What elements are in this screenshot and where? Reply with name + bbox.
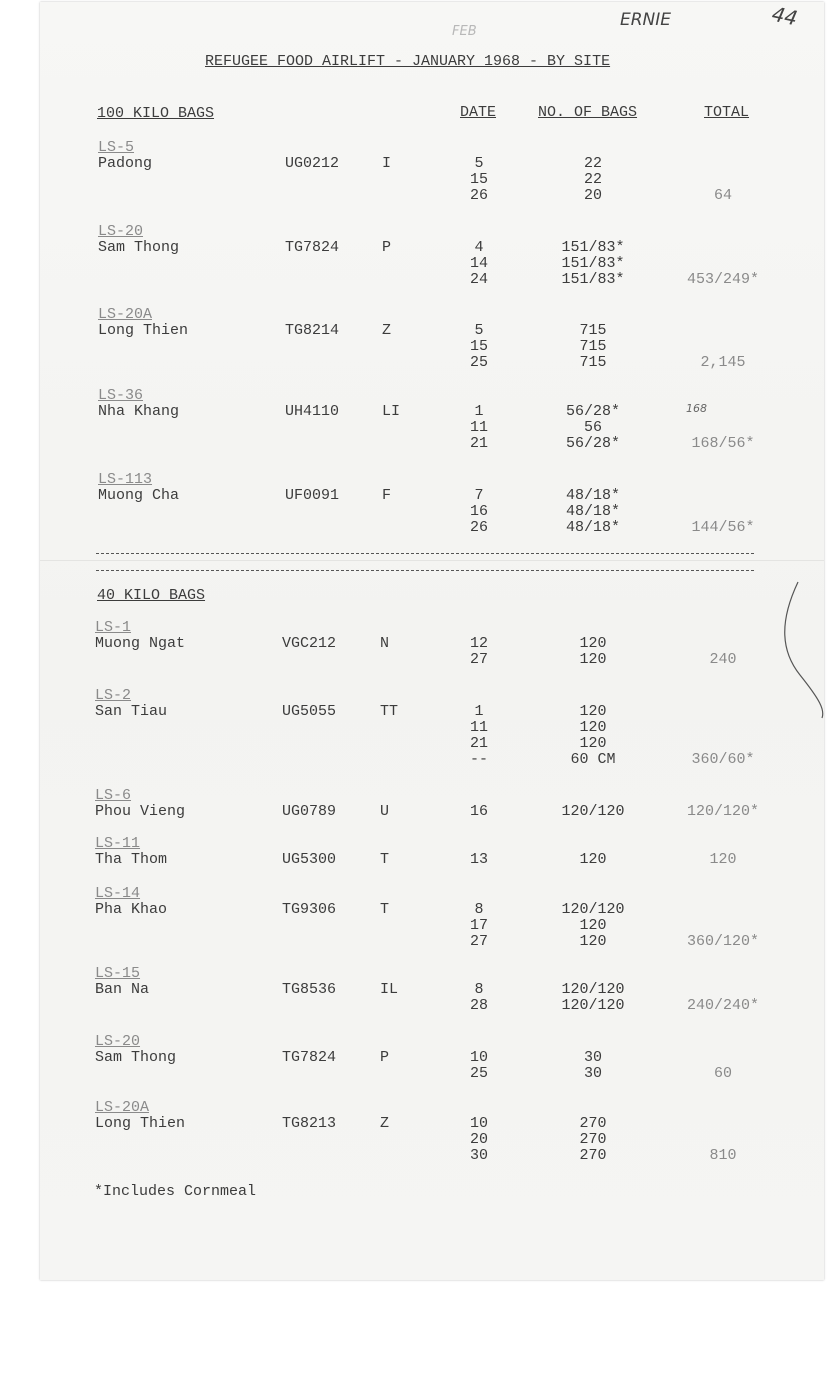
delivery-date: 11 — [469, 419, 489, 436]
delivery-date: -- — [469, 751, 489, 768]
handwritten-feb: FEB — [452, 24, 477, 39]
divider-rule-2 — [96, 570, 754, 571]
site-code: LS-36 — [98, 387, 144, 404]
bag-count: 48/18* — [565, 487, 621, 504]
delivery-date: 21 — [469, 735, 489, 752]
bag-count: 20 — [583, 187, 603, 204]
site-total: 120/120* — [686, 803, 760, 820]
site-total: 360/120* — [686, 933, 760, 950]
bag-count: 120/120 — [561, 981, 625, 998]
site-grid-ref: UG5300 — [282, 851, 337, 868]
bag-count: 56/28* — [565, 403, 621, 420]
delivery-date: 27 — [469, 651, 489, 668]
handwritten-tick-168: 168 — [686, 402, 707, 415]
bag-count: 120/120 — [561, 997, 625, 1014]
bag-count: 270 — [579, 1131, 607, 1148]
site-grid-ref: TG7824 — [282, 1049, 337, 1066]
site-grid-ref: TG8214 — [285, 322, 340, 339]
site-name: Nha Khang — [98, 403, 180, 420]
site-grid-ref: TG8213 — [282, 1115, 337, 1132]
delivery-date: 21 — [469, 435, 489, 452]
delivery-date: 1 — [474, 703, 484, 720]
delivery-date: 11 — [469, 719, 489, 736]
delivery-date: 27 — [469, 933, 489, 950]
bag-count: 60 CM — [570, 751, 616, 768]
bag-count: 120 — [579, 719, 607, 736]
bag-count: 22 — [583, 171, 603, 188]
delivery-date: 15 — [469, 171, 489, 188]
site-name: Padong — [98, 155, 153, 172]
site-zone: T — [380, 901, 390, 918]
bag-count: 151/83* — [561, 255, 625, 272]
site-zone: Z — [380, 1115, 390, 1132]
bag-count: 120 — [579, 651, 607, 668]
site-grid-ref: TG9306 — [282, 901, 337, 918]
site-grid-ref: TG7824 — [285, 239, 340, 256]
site-total: 810 — [709, 1147, 737, 1164]
delivery-date: 16 — [469, 803, 489, 820]
bag-count: 56 — [583, 419, 603, 436]
site-zone: N — [380, 635, 390, 652]
site-total: 168/56* — [691, 435, 755, 452]
handwritten-ernie: ERNIE — [620, 10, 672, 30]
site-zone: IL — [380, 981, 399, 998]
delivery-date: 26 — [469, 519, 489, 536]
site-zone: Z — [382, 322, 392, 339]
delivery-date: 20 — [469, 1131, 489, 1148]
site-name: Pha Khao — [95, 901, 168, 918]
site-total: 120 — [709, 851, 737, 868]
delivery-date: 1 — [474, 403, 484, 420]
site-code: LS-5 — [98, 139, 135, 156]
bag-count: 30 — [583, 1049, 603, 1066]
delivery-date: 8 — [474, 981, 484, 998]
site-code: LS-1 — [95, 619, 132, 636]
site-zone: I — [382, 155, 392, 172]
site-name: Muong Cha — [98, 487, 180, 504]
site-name: Ban Na — [95, 981, 150, 998]
site-code: LS-14 — [95, 885, 141, 902]
bag-count: 120 — [579, 851, 607, 868]
bag-count: 120 — [579, 735, 607, 752]
bag-count: 48/18* — [565, 519, 621, 536]
site-grid-ref: UG0789 — [282, 803, 337, 820]
site-total: 144/56* — [691, 519, 755, 536]
delivery-date: 4 — [474, 239, 484, 256]
site-grid-ref: UH4110 — [285, 403, 340, 420]
site-grid-ref: UG0212 — [285, 155, 340, 172]
bag-count: 715 — [579, 354, 607, 371]
column-header-total: TOTAL — [704, 104, 750, 121]
bag-count: 120/120 — [561, 803, 625, 820]
site-code: LS-20A — [95, 1099, 150, 1116]
bag-count: 715 — [579, 338, 607, 355]
delivery-date: 14 — [469, 255, 489, 272]
site-code: LS-20 — [95, 1033, 141, 1050]
site-name: Long Thien — [95, 1115, 186, 1132]
bag-count: 48/18* — [565, 503, 621, 520]
site-code: LS-20A — [98, 306, 153, 323]
delivery-date: 12 — [469, 635, 489, 652]
site-name: Sam Thong — [98, 239, 180, 256]
divider-rule-1 — [96, 553, 754, 554]
bag-count: 120 — [579, 703, 607, 720]
delivery-date: 5 — [474, 155, 484, 172]
site-code: LS-113 — [98, 471, 153, 488]
site-total: 453/249* — [686, 271, 760, 288]
bag-count: 270 — [579, 1147, 607, 1164]
bag-count: 715 — [579, 322, 607, 339]
site-code: LS-20 — [98, 223, 144, 240]
column-header-bags: NO. OF BAGS — [538, 104, 638, 121]
site-zone: P — [382, 239, 392, 256]
delivery-date: 5 — [474, 322, 484, 339]
delivery-date: 26 — [469, 187, 489, 204]
delivery-date: 15 — [469, 338, 489, 355]
bag-count: 120 — [579, 917, 607, 934]
delivery-date: 16 — [469, 503, 489, 520]
delivery-date: 25 — [469, 354, 489, 371]
site-code: LS-6 — [95, 787, 132, 804]
delivery-date: 30 — [469, 1147, 489, 1164]
delivery-date: 17 — [469, 917, 489, 934]
bag-count: 120 — [579, 933, 607, 950]
delivery-date: 13 — [469, 851, 489, 868]
site-grid-ref: UG5055 — [282, 703, 337, 720]
site-grid-ref: UF0091 — [285, 487, 340, 504]
site-name: Tha Thom — [95, 851, 168, 868]
site-code: LS-11 — [95, 835, 141, 852]
site-total: 60 — [713, 1065, 733, 1082]
delivery-date: 8 — [474, 901, 484, 918]
site-name: Sam Thong — [95, 1049, 177, 1066]
site-zone: T — [380, 851, 390, 868]
column-header-date: DATE — [460, 104, 497, 121]
bag-count: 151/83* — [561, 239, 625, 256]
delivery-date: 25 — [469, 1065, 489, 1082]
site-code: LS-2 — [95, 687, 132, 704]
delivery-date: 10 — [469, 1115, 489, 1132]
delivery-date: 24 — [469, 271, 489, 288]
site-name: Muong Ngat — [95, 635, 186, 652]
site-name: San Tiau — [95, 703, 168, 720]
site-name: Phou Vieng — [95, 803, 186, 820]
site-grid-ref: TG8536 — [282, 981, 337, 998]
delivery-date: 28 — [469, 997, 489, 1014]
bag-count: 120/120 — [561, 901, 625, 918]
section-heading-100kg: 100 KILO BAGS — [97, 105, 215, 122]
delivery-date: 7 — [474, 487, 484, 504]
site-total: 240 — [709, 651, 737, 668]
footnote: *Includes Cornmeal — [94, 1183, 257, 1200]
bag-count: 120 — [579, 635, 607, 652]
site-grid-ref: VGC212 — [282, 635, 337, 652]
paper-fold-line — [40, 560, 824, 561]
site-name: Long Thien — [98, 322, 189, 339]
site-zone: LI — [382, 403, 401, 420]
handwritten-page-number: 44 — [769, 1, 800, 31]
site-zone: P — [380, 1049, 390, 1066]
bag-count: 22 — [583, 155, 603, 172]
section-heading-40kg: 40 KILO BAGS — [97, 587, 206, 604]
bag-count: 30 — [583, 1065, 603, 1082]
site-zone: TT — [380, 703, 399, 720]
site-total: 360/60* — [691, 751, 755, 768]
site-total: 240/240* — [686, 997, 760, 1014]
document-title: REFUGEE FOOD AIRLIFT - JANUARY 1968 - BY SITE — [205, 53, 611, 70]
site-zone: F — [382, 487, 392, 504]
site-zone: U — [380, 803, 390, 820]
handwritten-curve-mark — [770, 580, 830, 720]
bag-count: 151/83* — [561, 271, 625, 288]
site-code: LS-15 — [95, 965, 141, 982]
site-total: 64 — [713, 187, 733, 204]
bag-count: 270 — [579, 1115, 607, 1132]
delivery-date: 10 — [469, 1049, 489, 1066]
bag-count: 56/28* — [565, 435, 621, 452]
site-total: 2,145 — [700, 354, 746, 371]
